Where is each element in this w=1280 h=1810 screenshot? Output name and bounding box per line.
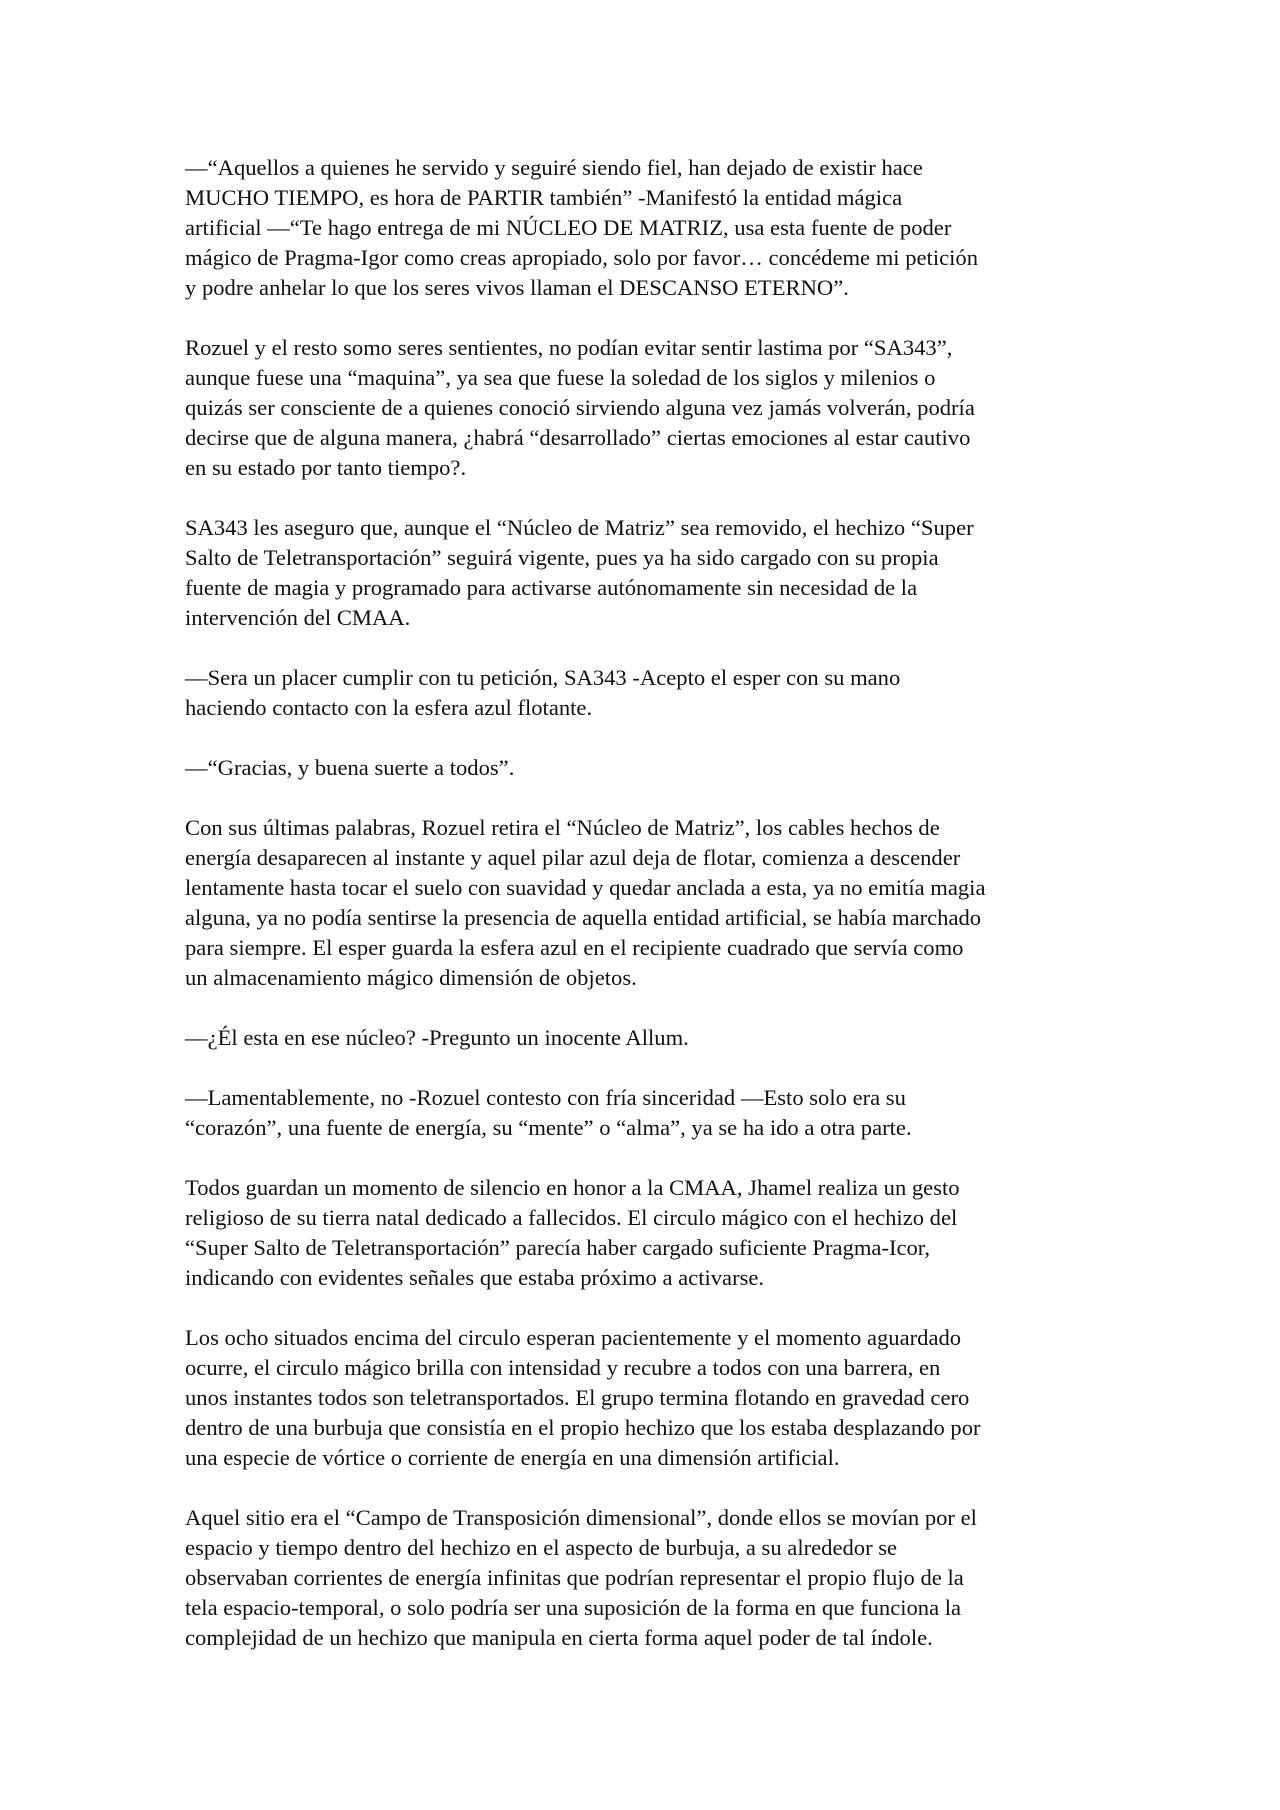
text-line: —¿Él esta en ese núcleo? -Pregunto un inocente Allum. <box>185 1025 689 1050</box>
paragraph-3 <box>185 513 1105 633</box>
text-line: mágico de Pragma-Igor como creas apropiado, solo por favor… concédeme mi petición <box>185 245 979 270</box>
text-line: un almacenamiento mágico dimensión de objetos. <box>185 965 637 990</box>
text-line: intervención del CMAA. <box>185 605 411 630</box>
text-line: una especie de vórtice o corriente de energía en una dimensión artificial. <box>185 1445 840 1470</box>
text-line: alguna, ya no podía sentirse la presencia de aquella entidad artificial, se había marchado <box>185 905 982 930</box>
text-line: lentamente hasta tocar el suelo con suavidad y quedar anclada a esta, ya no emitía magia <box>185 875 986 900</box>
text-line: unos instantes todos son teletransportados. El grupo termina flotando en gravedad cero <box>185 1385 970 1410</box>
text-line: —Sera un placer cumplir con tu petición, SA343 -Acepto el esper con su mano <box>185 665 901 690</box>
text-line: tela espacio-temporal, o solo podría ser una suposición de la forma en que funciona la <box>185 1595 962 1620</box>
text-line: observaban corrientes de energía infinitas que podrían representar el propio flujo de la <box>185 1565 964 1590</box>
text-line: Todos guardan un momento de silencio en honor a la CMAA, Jhamel realiza un gesto <box>185 1175 960 1200</box>
text-line: —Lamentablemente, no -Rozuel contesto con fría sinceridad —Esto solo era su <box>185 1085 906 1110</box>
paragraph-10 <box>185 1323 1105 1473</box>
text-line: —“Gracias, y buena suerte a todos”. <box>185 755 515 780</box>
text-line: Los ocho situados encima del circulo esperan pacientemente y el momento aguardado <box>185 1325 962 1350</box>
paragraph-5 <box>185 753 1105 783</box>
text-line: fuente de magia y programado para activarse autónomamente sin necesidad de la <box>185 575 918 600</box>
paragraph-1 <box>185 153 1105 303</box>
paragraph-6 <box>185 813 1105 993</box>
text-line: quizás ser consciente de a quienes conoció sirviendo alguna vez jamás volverán, podría <box>185 395 975 420</box>
text-line: SA343 les aseguro que, aunque el “Núcleo de Matriz” sea removido, el hechizo “Super <box>185 515 974 540</box>
text-line: aunque fuese una “maquina”, ya sea que fuese la soledad de los siglos y milenios o <box>185 365 936 390</box>
text-line: MUCHO TIEMPO, es hora de PARTIR también” -Manifestó la entidad mágica <box>185 185 903 210</box>
paragraph-2 <box>185 333 1105 483</box>
text-line: dentro de una burbuja que consistía en el propio hechizo que los estaba desplazando por <box>185 1415 981 1440</box>
paragraph-9 <box>185 1173 1105 1293</box>
text-line: indicando con evidentes señales que estaba próximo a activarse. <box>185 1265 765 1290</box>
text-line: religioso de su tierra natal dedicado a fallecidos. El circulo mágico con el hechizo del <box>185 1205 958 1230</box>
text-line: —“Aquellos a quienes he servido y seguiré siendo fiel, han dejado de existir hace <box>185 155 923 180</box>
text-line: en su estado por tanto tiempo?. <box>185 455 467 480</box>
text-line: Salto de Teletransportación” seguirá vigente, pues ya ha sido cargado con su propia <box>185 545 939 570</box>
text-line: Con sus últimas palabras, Rozuel retira el “Núcleo de Matriz”, los cables hechos de <box>185 815 940 840</box>
text-line: complejidad de un hechizo que manipula en cierta forma aquel poder de tal índole. <box>185 1625 933 1650</box>
text-line: haciendo contacto con la esfera azul flotante. <box>185 695 593 720</box>
text-line: “corazón”, una fuente de energía, su “mente” o “alma”, ya se ha ido a otra parte. <box>185 1115 912 1140</box>
paragraph-7 <box>185 1023 1105 1053</box>
text-line: espacio y tiempo dentro del hechizo en el aspecto de burbuja, a su alrededor se <box>185 1535 898 1560</box>
text-line: Aquel sitio era el “Campo de Transposición dimensional”, donde ellos se movían por el <box>185 1505 977 1530</box>
paragraph-8 <box>185 1083 1105 1143</box>
text-line: artificial —“Te hago entrega de mi NÚCLEO DE MATRIZ, usa esta fuente de poder <box>185 215 952 240</box>
paragraph-4 <box>185 663 1105 723</box>
text-line: “Super Salto de Teletransportación” parecía haber cargado suficiente Pragma-Icor, <box>185 1235 931 1260</box>
text-line: decirse que de alguna manera, ¿habrá “desarrollado” ciertas emociones al estar cautivo <box>185 425 971 450</box>
text-line: energía desaparecen al instante y aquel pilar azul deja de flotar, comienza a descender <box>185 845 961 870</box>
document-body <box>185 153 1105 1683</box>
text-line: y podre anhelar lo que los seres vivos llaman el DESCANSO ETERNO”. <box>185 275 849 300</box>
paragraph-11 <box>185 1503 1105 1653</box>
text-line: ocurre, el circulo mágico brilla con intensidad y recubre a todos con una barrera, en <box>185 1355 941 1380</box>
text-line: Rozuel y el resto somo seres sentientes, no podían evitar sentir lastima por “SA343”, <box>185 335 953 360</box>
text-line: para siempre. El esper guarda la esfera azul en el recipiente cuadrado que servía como <box>185 935 964 960</box>
